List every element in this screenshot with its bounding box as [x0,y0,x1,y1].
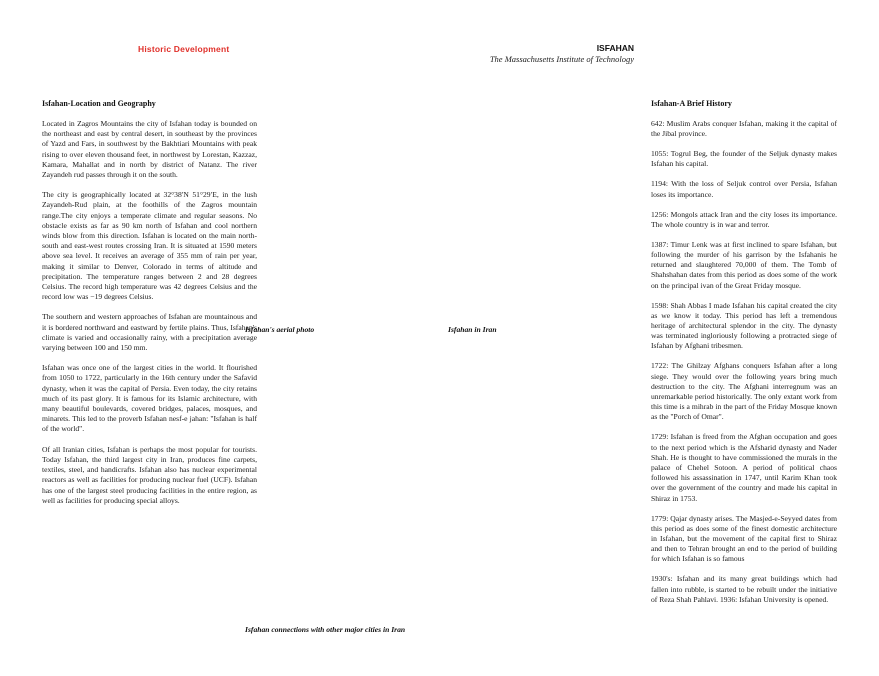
history-entry: 1256: Mongols attack Iran and the city loses its importance. The whole country is in war and terror. [651,209,837,229]
paragraph: Located in Zagros Mountains the city of Isfahan today is bounded on the northeast and east by central desert, in southeast by the provinces of Yazd and Fars, in southwest by the Bakhtiari Mountains with peak rising to over eleven thousand feet, in northwest by Lorestan, Kazzaz, Kamara, Mahallat and in north by district of Natanz. The river Zayandeh rud passes through it on the south. [42,119,257,180]
paragraph: Isfahan was once one of the largest cities in the world. It flourished from 1050 to 1722, particularly in the 16th century under the Safavid dynasty, when it was the capital of Persia. Even today, the city retains much of its past glory. It is famous for its Islamic architecture, with many beautiful boulevards, covered bridges, palaces, mosques, and minarets. This led to the proverb Isfahan nesf-e jahan: "Isfahan is half of the world". [42,363,257,434]
running-head: Historic Development [138,44,230,54]
paragraph: The city is geographically located at 32°38′N 51°29′E, in the lush Zayandeh-Rud plain, at the foothills of the Zagros mountain range.The city enjoys a temperate climate and regular seasons. No obstacle exists as far as 90 km north of Isfahan and cool northern winds blow from this direction. Isfahan is located on the main north-south and east-west routes crossing Iran. It is situated at 1590 meters above sea level. It receives an average of 355 mm of rain per year, making it similar to Denver, Colorado in terms of altitude and precipitation. The temperature ranges between 2 and 28 degrees Celsius. The record high temperature was 42 degrees Celsius and the record low was −19 degrees Celsius. [42,190,257,302]
history-entry: 1194: With the loss of Seljuk control over Persia, Isfahan loses its importance. [651,179,837,199]
location-geography-heading: Isfahan-Location and Geography [42,99,156,108]
history-entry: 1055: Togrul Beg, the founder of the Seljuk dynasty makes Isfahan his capital. [651,149,837,169]
connections-map-caption: Isfahan connections with other major cities in Iran [245,625,406,634]
history-entry: 1729: Isfahan is freed from the Afghan occupation and goes to the next period which is the Afsharid dynasty and Nader Shah. He is thought to have commissioned the murals in the palace of Chehel Sotoon. A period of political chaos followed his assassination in 1747, until Karim Khan took over the government of the country and made his capital in Shiraz in 1753. [651,432,837,503]
paragraph: Of all Iranian cities, Isfahan is perhaps the most popular for tourists. Today Isfahan, the third largest city in Iran, produces fine carpets, textiles, steel, and handicrafts. Isfahan also has nuclear experimental reactors as well as facilities for producing nuclear fuel (UCF). Isfahan has one of the largest steel producing facilities in the entire region, as well as facilities for producing special alloys. [42,444,257,505]
brief-history-text [651,119,837,615]
paragraph: The southern and western approaches of Isfahan are mountainous and it is bordered northward and eastward by fertile plains. Thus, Isfahan's climate is varied and occasionally rainy, with a precipitation average varying between 100 and 150 mm. [42,312,257,353]
history-entry: 1930's: Isfahan and its many great buildings which had fallen into rubble, is started to be rebuilt under the initiative of Reza Shah Pahlavi. 1936: Isfahan University is opened. [651,574,837,604]
history-entry: 1779: Qajar dynasty arises. The Masjed-e-Seyyed dates from this period as does some of the finest domestic architecture in Isfahan, but the movement of the capital first to Shiraz and then to Tehran brought an end to the period of building for which Isfahan is so famous [651,513,837,564]
iran-map-caption: Isfahan in Iran [448,325,497,334]
history-entry: 1387: Timur Lenk was at first inclined to spare Isfahan, but following the murder of his garrison by the Isfahanis he returned and slaughtered 70,000 of them. The Tomb of Shahshahan dates from this period as does some of the work on the principal ivan of the Great Friday mosque. [651,239,837,290]
brief-history-heading: Isfahan-A Brief History [651,99,732,108]
history-entry: 1598: Shah Abbas I made Isfahan his capital created the city as we know it today. This period has left a tremendous heritage of architectural splendor in the city. The dynasty was terminated ingloriously following a protracted siege of Isfahan by Afghani tribesmen. [651,300,837,351]
page-title: ISFAHAN [596,43,634,53]
title-block [490,43,634,64]
page-subtitle: The Massachusetts Institute of Technology [489,54,634,64]
aerial-photo-caption: Isfahan's aerial photo [245,325,315,334]
location-geography-text [42,119,257,516]
history-entry: 642: Muslim Arabs conquer Isfahan, making it the capital of the Jibal province. [651,119,837,139]
history-entry: 1722: The Ghilzay Afghans conquers Isfahan after a long siege. They would over the following years bring much destruction to the city. The Afghani interregnum was an unremarkable period historically. The only extant work from this time is a mihrab in the part of the Friday Mosque known as the "Porch of Omar". [651,361,837,422]
